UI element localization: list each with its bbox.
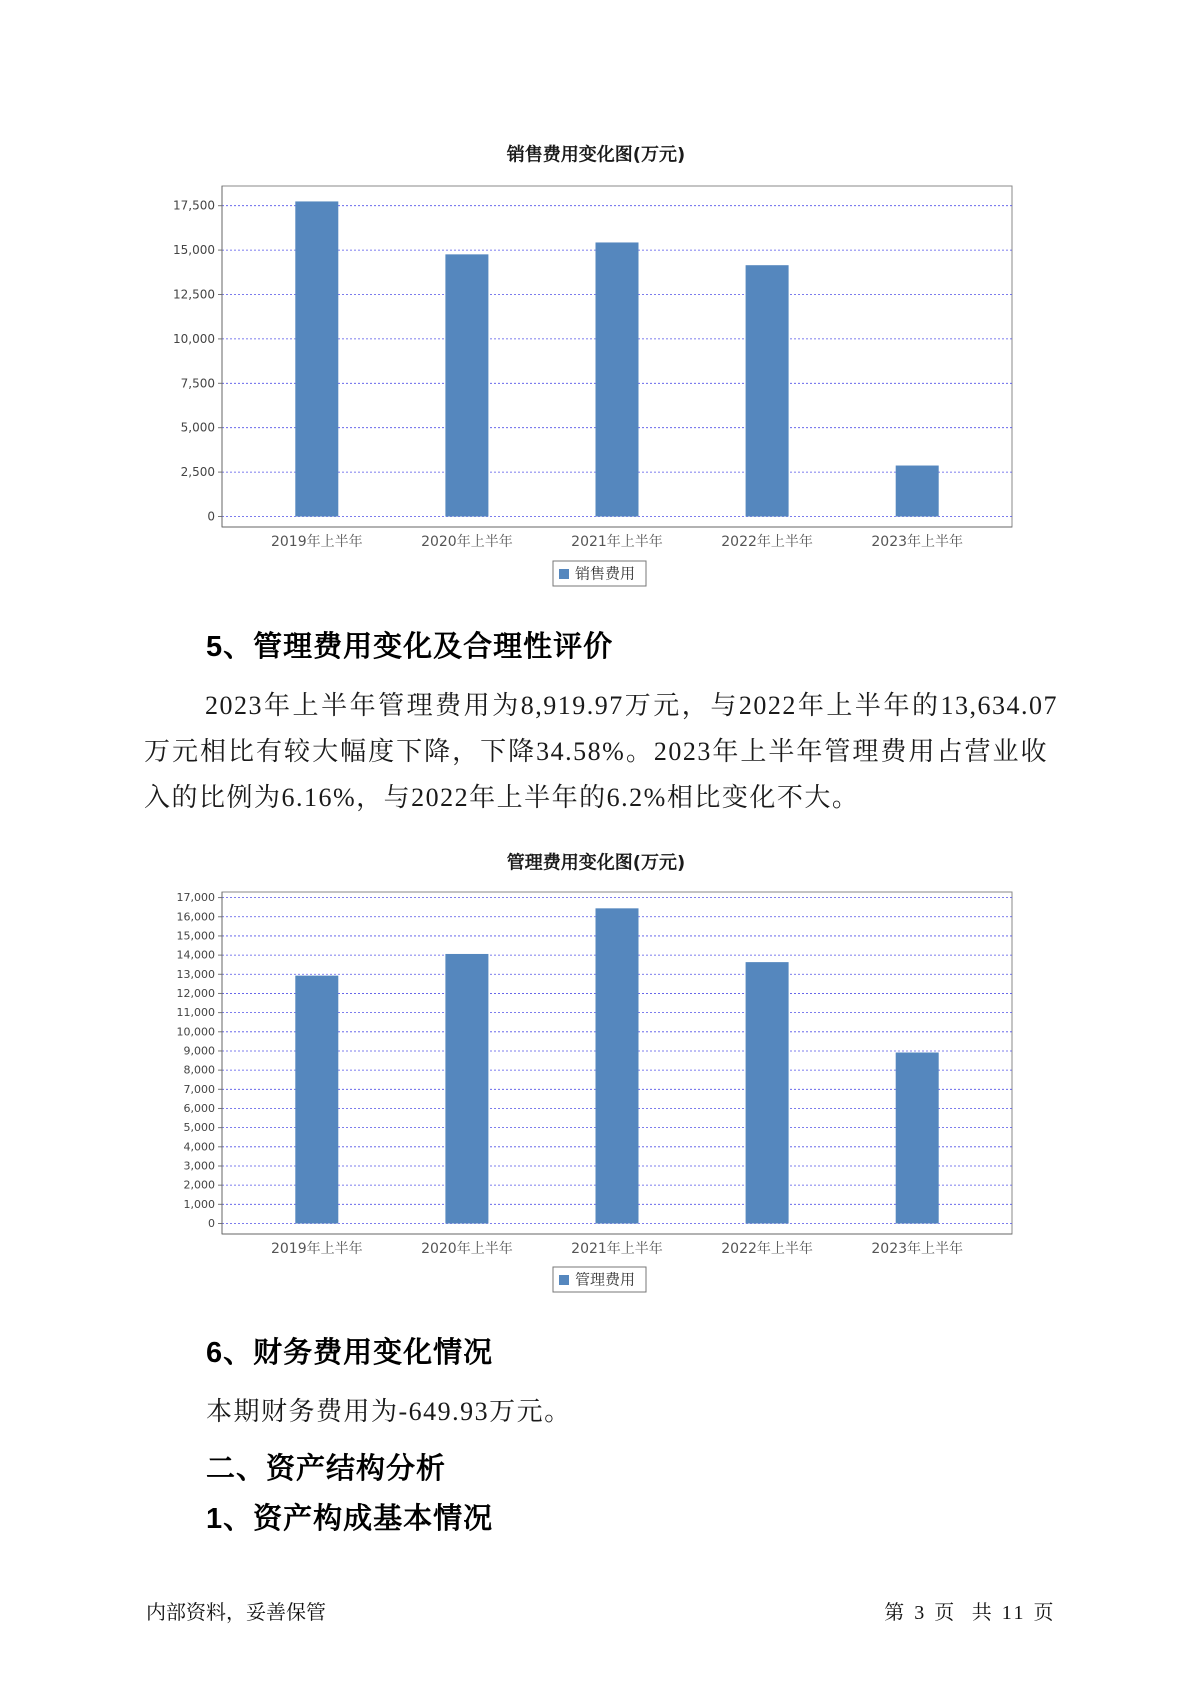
admin-expense-y-tick-label: 17,000 bbox=[176, 891, 215, 905]
admin-expense-y-tick-label: 6,000 bbox=[183, 1101, 215, 1115]
admin-expense-legend-label: 管理费用 bbox=[575, 1270, 636, 1289]
admin-expense-y-tick-label: 11,000 bbox=[176, 1006, 215, 1020]
admin-expense-y-tick-label: 16,000 bbox=[176, 910, 215, 924]
admin-expense-y-tick-label: 0 bbox=[208, 1217, 215, 1230]
sales-expense-legend-swatch bbox=[559, 569, 569, 579]
admin-expense-bar-2 bbox=[445, 954, 488, 1224]
admin-expense-y-tick-label: 9,000 bbox=[183, 1044, 215, 1058]
footer-confidential-note: 内部资料，妥善保管 bbox=[146, 1602, 326, 1624]
admin-expense-y-tick-label: 4,000 bbox=[183, 1140, 215, 1154]
sales-expense-x-tick-label: 2019年上半年 bbox=[270, 534, 363, 550]
admin-expense-legend-swatch bbox=[559, 1275, 569, 1285]
admin-expense-y-tick-label: 7,000 bbox=[183, 1082, 215, 1096]
admin-expense-x-tick-label: 2022年上半年 bbox=[721, 1241, 813, 1257]
sales-expense-y-tick-label: 0 bbox=[207, 509, 215, 524]
part-2-heading: 二、资产结构分析 bbox=[206, 1453, 447, 1485]
sales-expense-bar-5 bbox=[896, 466, 939, 517]
sales-expense-x-tick-label: 2020年上半年 bbox=[421, 534, 513, 550]
sales-expense-legend bbox=[553, 561, 646, 586]
sales-expense-y-tick-label: 15,000 bbox=[173, 243, 215, 258]
section-5-heading: 5、管理费用变化及合理性评价 bbox=[206, 631, 614, 663]
admin-expense-chart bbox=[0, 838, 1191, 1308]
admin-expense-y-tick-label: 8,000 bbox=[183, 1063, 215, 1077]
sales-expense-chart bbox=[0, 130, 1191, 600]
sales-expense-y-tick-label: 10,000 bbox=[173, 331, 215, 346]
admin-expense-x-tick-label: 2019年上半年 bbox=[270, 1241, 363, 1257]
sales-expense-y-tick-label: 5,000 bbox=[180, 420, 215, 435]
admin-expense-bar-3 bbox=[596, 908, 639, 1223]
admin-expense-y-tick-label: 5,000 bbox=[183, 1121, 215, 1135]
section-5-paragraph-line: 2023年上半年管理费用为8,919.97万元，与2022年上半年的13,634.07 bbox=[205, 691, 1058, 720]
sales-expense-y-tick-label: 7,500 bbox=[180, 376, 215, 391]
section-5-paragraph-line: 入的比例为6.16%，与2022年上半年的6.2%相比变化不大。 bbox=[144, 783, 860, 812]
admin-expense-chart-title: 管理费用变化图(万元) bbox=[506, 852, 686, 874]
admin-expense-y-tick-label: 3,000 bbox=[183, 1159, 215, 1173]
sales-expense-y-tick-label: 12,500 bbox=[173, 287, 215, 302]
sales-expense-bar-3 bbox=[596, 242, 639, 516]
sales-expense-bar-2 bbox=[445, 254, 488, 516]
admin-expense-bar-4 bbox=[746, 962, 789, 1223]
admin-expense-y-tick-label: 12,000 bbox=[176, 986, 215, 1000]
admin-expense-bar-1 bbox=[295, 976, 338, 1224]
admin-expense-x-tick-label: 2020年上半年 bbox=[421, 1241, 513, 1257]
section-5-paragraph-line: 万元相比有较大幅度下降，下降34.58%。2023年上半年管理费用占营业收 bbox=[144, 737, 1048, 766]
admin-expense-y-tick-label: 10,000 bbox=[176, 1025, 215, 1039]
admin-expense-x-tick-label: 2023年上半年 bbox=[871, 1241, 964, 1257]
section-6-paragraph: 本期财务费用为-649.93万元。 bbox=[206, 1397, 572, 1426]
sales-expense-x-tick-label: 2021年上半年 bbox=[571, 534, 663, 550]
sales-expense-y-tick-label: 2,500 bbox=[180, 465, 215, 480]
sales-expense-y-tick-label: 17,500 bbox=[173, 198, 215, 213]
admin-expense-y-tick-label: 13,000 bbox=[176, 967, 215, 981]
section-6-heading: 6、财务费用变化情况 bbox=[206, 1337, 494, 1369]
sales-expense-legend-label: 销售费用 bbox=[575, 564, 636, 583]
sales-expense-x-tick-label: 2022年上半年 bbox=[721, 534, 813, 550]
sales-expense-bar-4 bbox=[746, 265, 789, 516]
sales-expense-bar-1 bbox=[295, 201, 338, 516]
admin-expense-y-tick-label: 14,000 bbox=[176, 948, 215, 962]
admin-expense-legend bbox=[553, 1267, 646, 1292]
sales-expense-x-tick-label: 2023年上半年 bbox=[871, 534, 964, 550]
footer-page-number: 第 3 页 共 11 页 bbox=[884, 1602, 1056, 1624]
admin-expense-y-tick-label: 15,000 bbox=[176, 929, 215, 943]
part-2-subheading: 1、资产构成基本情况 bbox=[206, 1503, 494, 1535]
admin-expense-x-tick-label: 2021年上半年 bbox=[571, 1241, 663, 1257]
admin-expense-y-tick-label: 1,000 bbox=[183, 1197, 215, 1211]
admin-expense-y-tick-label: 2,000 bbox=[183, 1178, 215, 1192]
admin-expense-bar-5 bbox=[896, 1052, 939, 1223]
sales-expense-chart-title: 销售费用变化图(万元) bbox=[506, 144, 686, 166]
